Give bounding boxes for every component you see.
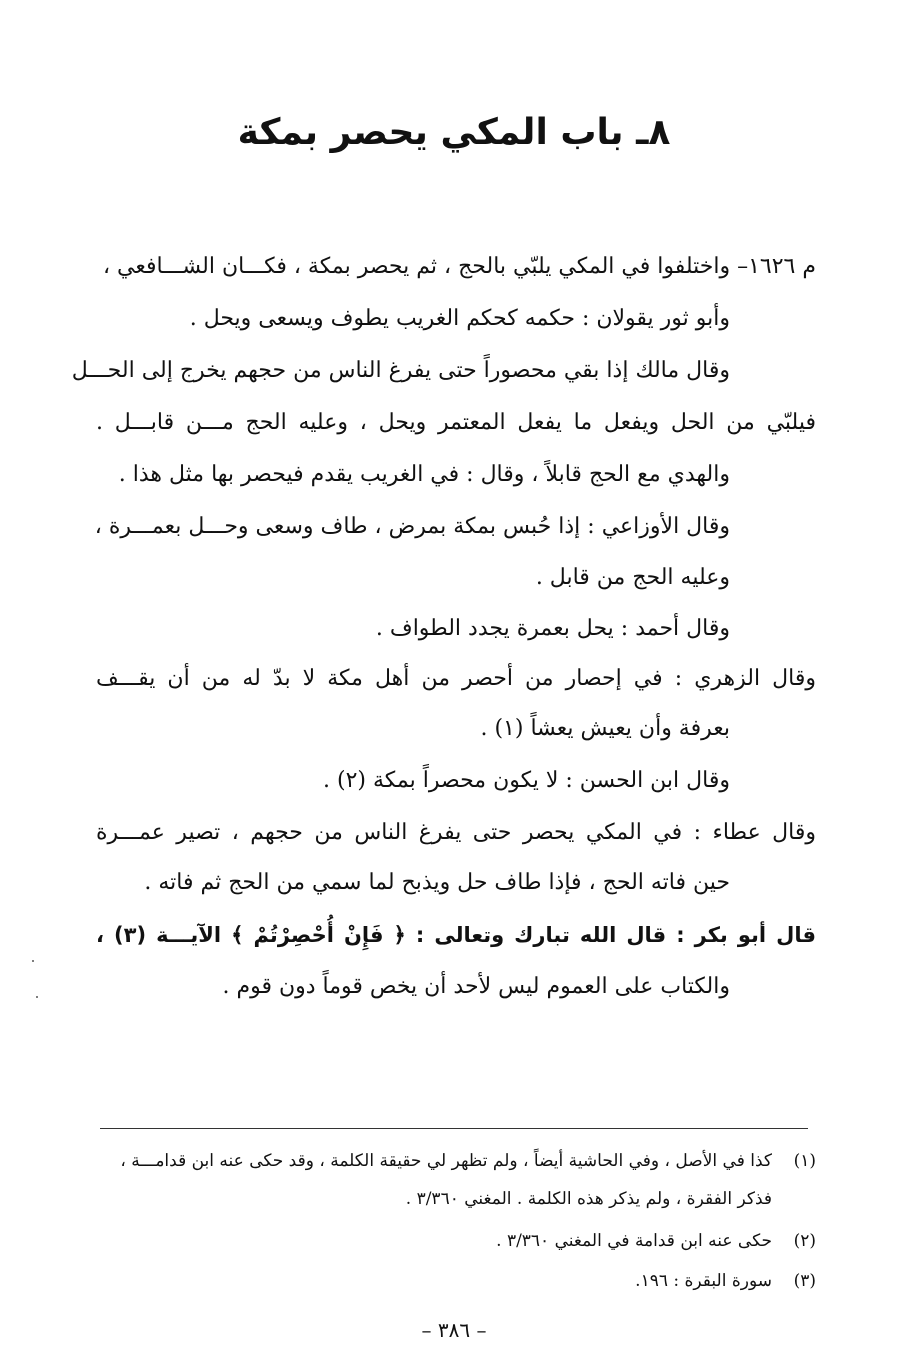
- text-line: وقال الأوزاعي : إذا حُبس بمكة بمرض ، طاف وسعى وحـــل بعمـــرة ،: [94, 514, 730, 539]
- scan-speck: [36, 996, 38, 998]
- footnote-text: حكى عنه ابن قدامة في المغني ٣/٣٦٠ .: [496, 1231, 772, 1251]
- text-line: وعليه الحج من قابل .: [535, 565, 730, 590]
- footnote-1: [96, 1148, 816, 1174]
- text-line: والهدي مع الحج قابلاً ، وقال : في الغريب يقدم فيحصر بها مثل هذا .: [118, 462, 730, 487]
- footnote-text: سورة البقرة : ١٩٦.: [635, 1271, 772, 1291]
- text-line: وقال ابن الحسن : لا يكون محصراً بمكة (٢) .: [323, 768, 730, 793]
- footnote-number: (٢): [793, 1231, 816, 1251]
- text-line: فيلبّي من الحل ويفعل ما يفعل المعتمر ويحل ، وعليه الحج مـــن قابـــل .: [96, 410, 817, 435]
- text-line: والكتاب على العموم ليس لأحد أن يخص قوماً دون قوم .: [222, 974, 730, 999]
- page-number: – ٣٨٦ –: [421, 1318, 487, 1342]
- scan-speck: [32, 960, 34, 962]
- text-line: وقال الزهري : في إحصار من أحصر من أهل مكة لا بدّ له من أن يقـــف: [96, 666, 816, 691]
- chapter-title: ٨ـ باب المكي يحصر بمكة: [237, 112, 671, 153]
- text-line: وقال مالك إذا بقي محصوراً حتى يفرغ الناس من حجهم يخرج إلى الحـــل: [71, 358, 730, 383]
- text-line: حين فاته الحج ، فإذا طاف حل ويذبح لما سمي من الحج ثم فاته .: [144, 870, 730, 895]
- footnote-number: (١): [793, 1151, 816, 1171]
- text-line-abu-bakr: قال أبو بكر : قال الله تبارك وتعالى : ﴿ فَإِنْ أُحْصِرْتُمْ ﴾ الآيـــة (٣) ،: [96, 923, 816, 947]
- footnote-divider: [100, 1128, 808, 1129]
- text-line: وأبو ثور يقولان : حكمه كحكم الغريب يطوف ويسعى ويحل .: [189, 306, 730, 331]
- text-line: وقال أحمد : يحل بعمرة يجدد الطواف .: [375, 616, 730, 641]
- footnote-1-cont: [96, 1186, 772, 1212]
- footnote-text: كذا في الأصل ، وفي الحاشية أيضاً ، ولم تظهر لي حقيقة الكلمة ، وقد حكى عنه ابن قدامـــة ،: [120, 1151, 772, 1171]
- footnote-text: فذكر الفقرة ، ولم يذكر هذه الكلمة . المغني ٣/٣٦٠ .: [405, 1189, 772, 1209]
- footnote-2: [96, 1228, 816, 1254]
- footnote-3: [96, 1268, 816, 1294]
- text-line: بعرفة وأن يعيش يعشاً (١) .: [480, 716, 730, 741]
- footnote-number: (٣): [793, 1271, 816, 1291]
- text-line: وقال عطاء : في المكي يحصر حتى يفرغ الناس من حجهم ، تصير عمـــرة: [96, 820, 816, 845]
- text-line: م ١٦٢٦– واختلفوا في المكي يلبّي بالحج ، ثم يحصر بمكة ، فكـــان الشـــافعي ،: [102, 254, 816, 279]
